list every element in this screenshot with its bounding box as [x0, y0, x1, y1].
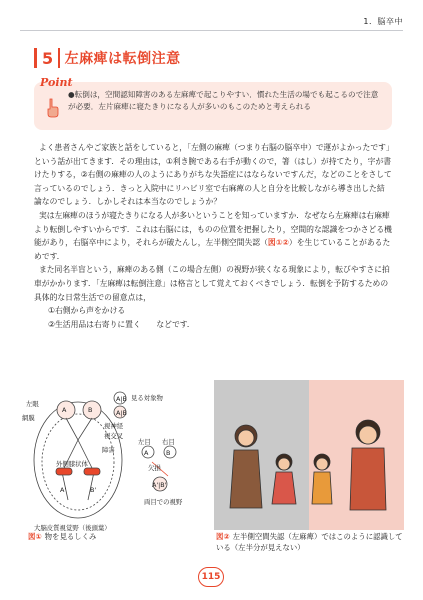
- letter-b: B: [88, 406, 93, 414]
- figure-1-caption: 図① 物を見るしくみ: [28, 532, 97, 541]
- figure-2-caption: 図② 左半側空間失認（左麻痺）ではこのように認識している（左半分が見えない）: [216, 532, 403, 552]
- letter-apbp: A'|B': [152, 481, 167, 489]
- header-rule: [20, 30, 403, 31]
- paragraph-1: よく患者さんやご家族と話をしていると，「左側の麻痺（つまり右脳の脳卒中）で運がよかったです」という話が出てきます．その理由は，①利き腕である右手が動くので，箸（はし）が持てたり，字が書けたりする，②右側の麻痺の人のようにありがちな失語症にはならないですんだ，などのことをさして言っているのでしょう．きっと入院中にリハビリ室で右麻痺の人と自分を比較しながら導き出した結論なのでしょう．しかしそれは本当なのでしょうか？: [34, 143, 392, 207]
- label-cortex: 大脳皮質視覚野（後頭葉）: [34, 524, 111, 532]
- point-badge: Point: [40, 76, 73, 89]
- section-bar-2: [58, 48, 60, 68]
- list-item: ①右側から声をかける: [48, 306, 126, 316]
- letter-ab-2: A|B: [116, 409, 127, 417]
- section-bar: [34, 48, 37, 68]
- label-lgn: 外側膝状体: [56, 460, 88, 468]
- label-right: 右目: [162, 438, 175, 446]
- label-optic-nerve: 視神経: [104, 422, 124, 430]
- chapter-label: 1．脳卒中: [363, 17, 403, 26]
- list-item: ②生活用品は右寄りに置く などです．: [48, 319, 195, 329]
- label-object: 見る対象物: [131, 394, 163, 402]
- section-heading: 左麻痺は転倒注意: [64, 51, 181, 67]
- letter-b-prime: B': [90, 486, 97, 494]
- page-number: 115: [198, 567, 224, 587]
- label-left: 左目: [138, 438, 151, 446]
- label-chiasm: 視交叉: [104, 432, 124, 440]
- letter-a-prime: A': [60, 486, 67, 494]
- letter-a-left: A: [144, 449, 149, 457]
- point-box: [34, 76, 392, 130]
- letter-a: A: [62, 406, 67, 414]
- label-left-eye: 左眼: [26, 400, 39, 408]
- body-text: [34, 141, 392, 331]
- letter-ab: A|B: [116, 395, 127, 403]
- figure-1-diagram: [20, 380, 200, 555]
- label-retina: 網膜: [22, 414, 35, 422]
- label-defect: 欠損: [148, 464, 161, 472]
- figure-reference[interactable]: 図①②: [267, 238, 289, 248]
- section-number: 5: [42, 48, 54, 68]
- label-both: 両目での視野: [144, 498, 183, 506]
- figure-2-illustration: [214, 380, 404, 530]
- point-text: ●転倒は，空間認知障害のある左麻痺で起こりやすい．慣れた生活の場でも起こるので注意が必要．左片麻痺に寝たきりになる人が多いのもこのためと考えられる: [68, 90, 379, 111]
- paragraph-3: また同名半盲という，麻痺のある側（この場合左側）の視野が狭くなる現象により，転びやすさに拍車がかかります．「左麻痺は転倒注意」は格言として覚えておくべきでしょう．転倒を予防するための具体的な日常生活での留意点は，: [34, 265, 390, 302]
- letter-b-right: B: [166, 449, 171, 457]
- tips-list: [34, 304, 392, 331]
- pointing-hand-icon: [44, 98, 60, 118]
- paragraph-2: 実は左麻痺のほうが寝たきりになる人が多いということを知っていますか．なぜなら左麻痺は右麻痺より転倒しやすいからです．これは右脳には，ものの位置を把握したり，空間的な認識をつかさどる機能があり，右脳卒中により，それらが破たんし，左半側空間失認（図①②）を生じていることがあるためです．: [34, 210, 392, 261]
- label-lesion: 障害: [102, 446, 115, 454]
- section-title: [34, 48, 181, 68]
